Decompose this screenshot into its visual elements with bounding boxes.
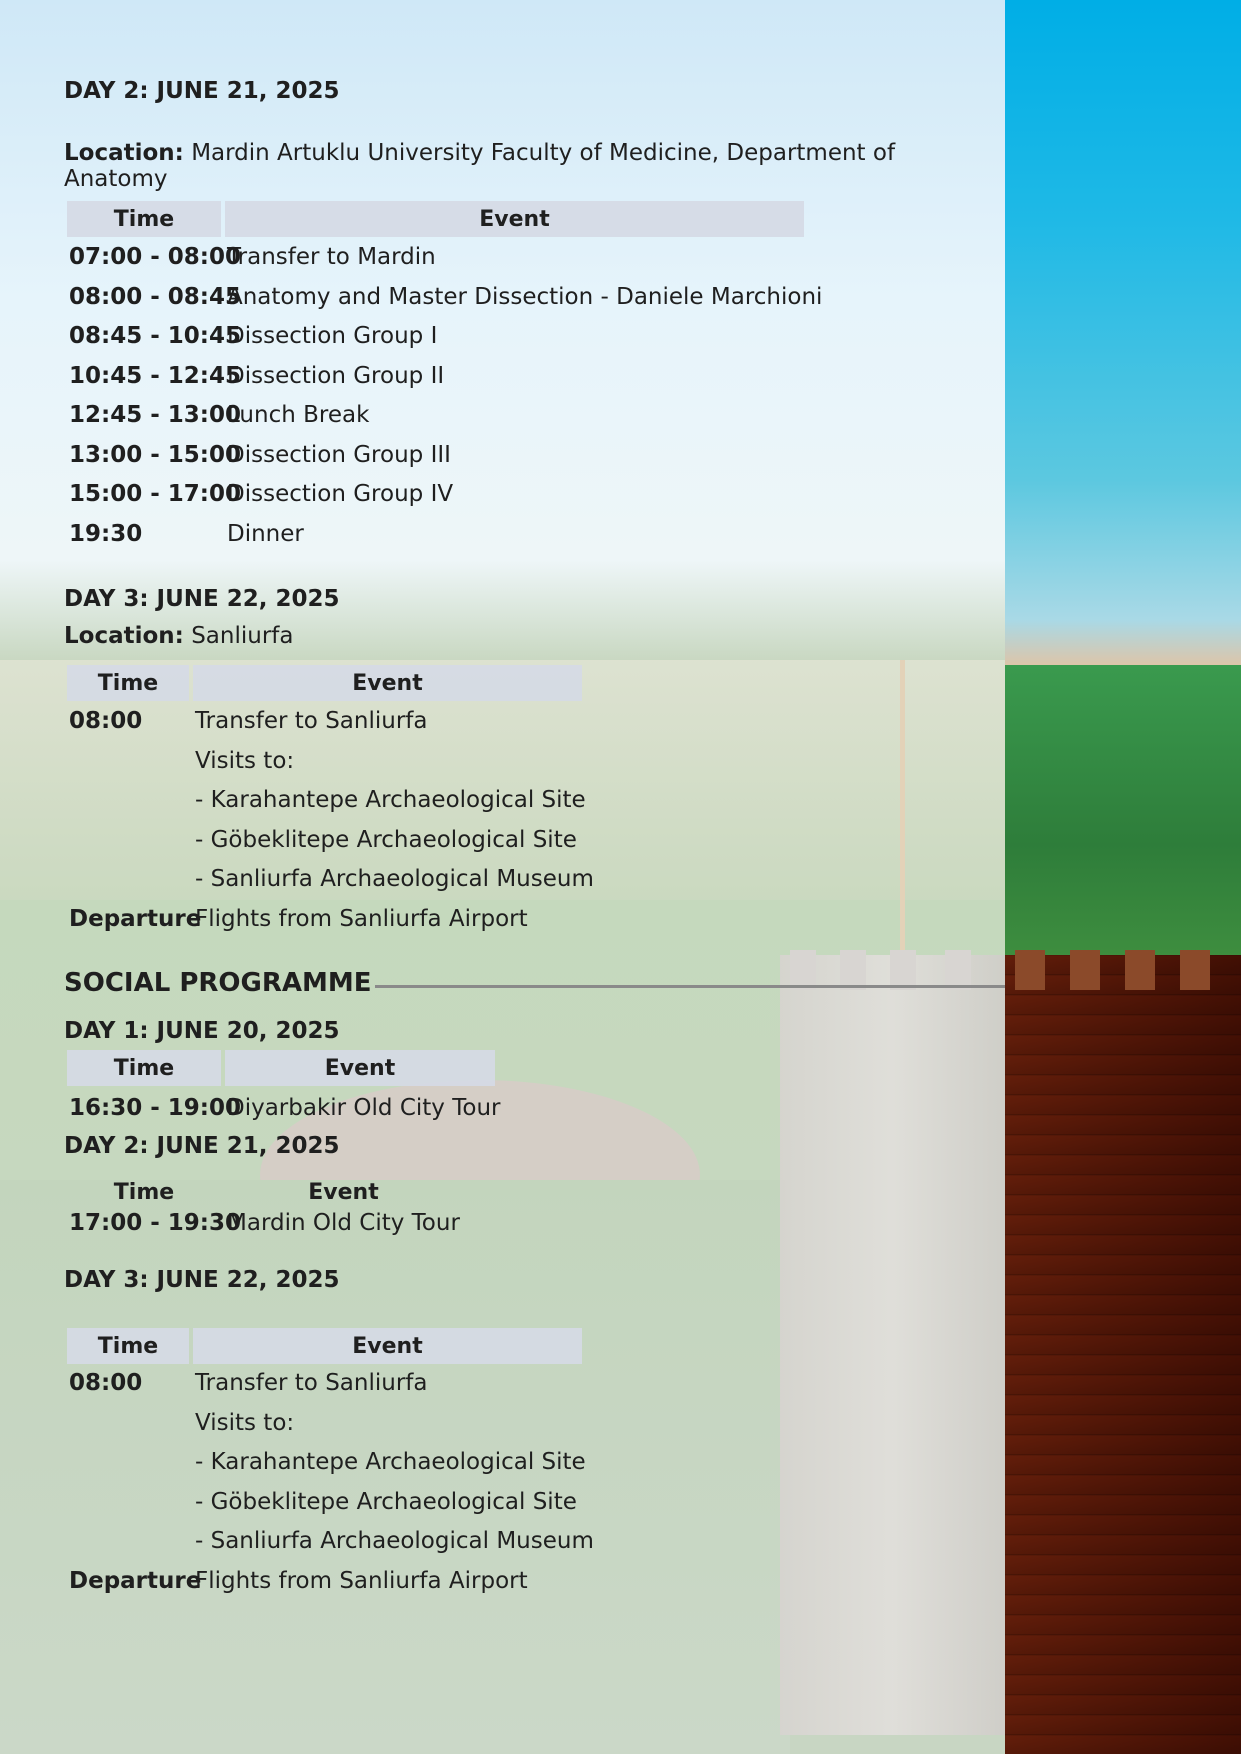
event-cell: Dinner (227, 520, 304, 547)
location-label: Location: (64, 623, 184, 649)
time-cell: 07:00 - 08:00 (69, 244, 241, 270)
schedule-time (69, 1568, 201, 1594)
day3-heading: DAY 3: JUNE 22, 2025 (64, 586, 340, 612)
schedule-time (69, 442, 241, 468)
day3-location (64, 623, 293, 649)
schedule-time (69, 1210, 241, 1236)
event-cell: - Göbeklitepe Archaeological Site (195, 1488, 577, 1515)
wall-crenel (1180, 950, 1210, 990)
event-cell: - Göbeklitepe Archaeological Site (195, 826, 577, 853)
day2-heading: DAY 2: JUNE 21, 2025 (64, 78, 340, 104)
social-day1-heading: DAY 1: JUNE 20, 2025 (64, 1018, 340, 1044)
event-cell: Lunch Break (227, 402, 370, 428)
social-day2-heading: DAY 2: JUNE 21, 2025 (64, 1133, 340, 1159)
event-cell: Visits to: (195, 1409, 295, 1436)
time-cell: 19:30 (69, 520, 143, 547)
time-cell: 16:30 - 19:00 (69, 1095, 241, 1121)
schedule-time (69, 402, 241, 428)
social-day2-col-event: Event (308, 1179, 379, 1205)
schedule-time (69, 284, 241, 310)
event-cell: - Karahantepe Archaeological Site (195, 1449, 586, 1475)
schedule-time (69, 1095, 241, 1121)
time-cell: 12:45 - 13:00 (69, 402, 241, 428)
schedule-time (69, 481, 241, 507)
social-day3-heading: DAY 3: JUNE 22, 2025 (64, 1267, 340, 1293)
schedule-time (69, 244, 241, 270)
social-day2-col-time: Time (113, 1179, 175, 1205)
photo-sky (1005, 0, 1241, 670)
schedule-time (69, 906, 201, 932)
event-cell: Mardin Old City Tour (227, 1210, 460, 1236)
schedule-time (69, 323, 241, 349)
wall-crenel (1125, 950, 1155, 990)
event-cell: Dissection Group I (227, 323, 438, 349)
event-cell: Dissection Group II (227, 362, 445, 389)
schedule-time (69, 521, 142, 547)
social-day3-col-event: Event (193, 1328, 582, 1364)
time-cell: 15:00 - 17:00 (69, 481, 241, 507)
wall-crenel (1015, 950, 1045, 990)
time-cell: 08:45 - 10:45 (69, 323, 241, 349)
social-day1-col-event: Event (225, 1050, 495, 1086)
day3-col-time: Time (67, 665, 189, 701)
event-cell: - Sanliurfa Archaeological Museum (195, 866, 594, 892)
location-value: Mardin Artuklu University Faculty of Medicine, Department of Anatomy (64, 140, 896, 192)
day2-col-time: Time (67, 201, 221, 237)
event-cell: Anatomy and Master Dissection - Daniele Marchioni (227, 283, 823, 310)
time-cell: 17:00 - 19:30 (69, 1210, 241, 1236)
time-cell: 13:00 - 15:00 (69, 441, 241, 468)
event-cell: Visits to: (195, 747, 295, 774)
time-cell: 08:00 (69, 1370, 143, 1396)
event-cell: Diyarbakir Old City Tour (227, 1095, 501, 1121)
time-cell: Departure (69, 905, 202, 932)
day2-col-event: Event (225, 201, 804, 237)
social-title-rule (375, 985, 1005, 988)
location-value: Sanliurfa (191, 623, 294, 649)
time-cell: 10:45 - 12:45 (69, 362, 241, 389)
social-programme-title: SOCIAL PROGRAMME (64, 968, 372, 998)
event-cell: Flights from Sanliurfa Airport (195, 1567, 528, 1594)
time-cell: Departure (69, 1567, 202, 1594)
photo-panel (1005, 0, 1241, 1754)
schedule-time (69, 1370, 142, 1396)
event-cell: Dissection Group III (227, 441, 451, 468)
event-cell: Transfer to Sanliurfa (195, 708, 428, 734)
photo-greenery (1005, 665, 1241, 965)
day2-location (64, 140, 1005, 192)
event-cell: Flights from Sanliurfa Airport (195, 905, 528, 932)
event-cell: - Sanliurfa Archaeological Museum (195, 1528, 594, 1554)
location-label: Location: (64, 140, 184, 166)
event-cell: Transfer to Mardin (227, 244, 436, 270)
day3-col-event: Event (193, 665, 582, 701)
schedule-time (69, 708, 142, 734)
social-day1-col-time: Time (67, 1050, 221, 1086)
schedule-time (69, 363, 241, 389)
wall-crenel (1070, 950, 1100, 990)
social-day3-col-time: Time (67, 1328, 189, 1364)
event-cell: Dissection Group IV (227, 481, 454, 507)
time-cell: 08:00 - 08:45 (69, 283, 241, 310)
photo-castle-wall (1005, 955, 1241, 1754)
time-cell: 08:00 (69, 708, 143, 734)
event-cell: Transfer to Sanliurfa (195, 1370, 428, 1396)
event-cell: - Karahantepe Archaeological Site (195, 787, 586, 813)
